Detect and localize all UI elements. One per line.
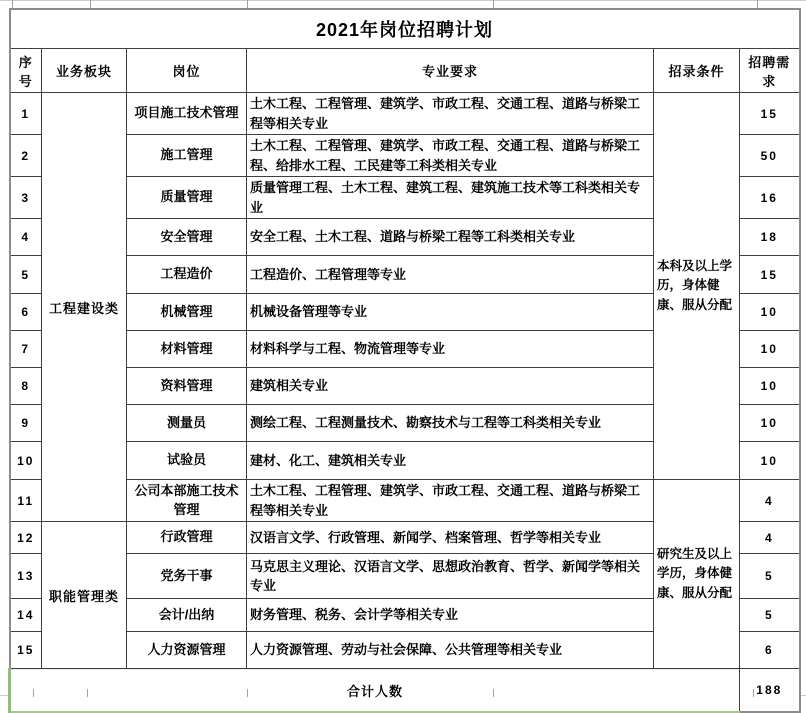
table-edge-stub xyxy=(12,0,13,8)
majors-cell[interactable]: 建材、化工、建筑相关专业 xyxy=(247,442,654,480)
header-row xyxy=(10,49,800,93)
post-cell[interactable]: 项目施工技术管理 xyxy=(127,93,247,135)
table-row xyxy=(10,480,800,522)
demand-cell[interactable]: 10 xyxy=(740,405,800,442)
demand-cell[interactable]: 5 xyxy=(740,599,800,632)
majors-cell[interactable]: 财务管理、税务、会计学等相关专业 xyxy=(247,599,654,632)
row-number-cell[interactable]: 8 xyxy=(10,368,42,405)
column-header-post[interactable]: 岗位 xyxy=(127,49,247,93)
majors-cell[interactable]: 安全工程、土木工程、道路与桥梁工程等工科类相关专业 xyxy=(247,219,654,256)
majors-cell[interactable]: 土木工程、工程管理、建筑学、市政工程、交通工程、道路与桥梁工程等相关专业 xyxy=(247,480,654,522)
total-row xyxy=(10,669,800,713)
post-cell[interactable]: 公司本部施工技术管理 xyxy=(127,480,247,522)
row-number-cell[interactable]: 10 xyxy=(10,442,42,480)
row-number-cell[interactable]: 1 xyxy=(10,93,42,135)
cropped-row-divider-top xyxy=(0,0,806,1)
post-cell[interactable]: 试验员 xyxy=(127,442,247,480)
sector-group-cell[interactable]: 职能管理类 xyxy=(42,522,127,669)
row-number-cell[interactable]: 6 xyxy=(10,294,42,331)
column-header-condition[interactable]: 招录条件 xyxy=(654,49,740,93)
majors-cell[interactable]: 马克思主义理论、汉语言文学、思想政治教育、哲学、新闻学等相关专业 xyxy=(247,554,654,599)
title-row xyxy=(10,9,800,49)
post-cell[interactable]: 会计/出纳 xyxy=(127,599,247,632)
row-number-cell[interactable]: 14 xyxy=(10,599,42,632)
row-number-cell[interactable]: 12 xyxy=(10,522,42,554)
row-number-cell[interactable]: 9 xyxy=(10,405,42,442)
demand-cell[interactable]: 4 xyxy=(740,480,800,522)
demand-cell[interactable]: 5 xyxy=(740,554,800,599)
row-number-cell[interactable]: 4 xyxy=(10,219,42,256)
majors-cell[interactable]: 汉语言文学、行政管理、新闻学、档案管理、哲学等相关专业 xyxy=(247,522,654,554)
post-cell[interactable]: 机械管理 xyxy=(127,294,247,331)
row-number-cell[interactable]: 15 xyxy=(10,632,42,669)
row-number-cell[interactable]: 5 xyxy=(10,256,42,294)
demand-cell[interactable]: 15 xyxy=(740,256,800,294)
post-cell[interactable]: 安全管理 xyxy=(127,219,247,256)
demand-cell[interactable]: 10 xyxy=(740,368,800,405)
majors-cell[interactable]: 工程造价、工程管理等专业 xyxy=(247,256,654,294)
post-cell[interactable]: 行政管理 xyxy=(127,522,247,554)
table-body xyxy=(10,93,800,669)
table-edge-stub xyxy=(247,0,248,8)
post-cell[interactable]: 材料管理 xyxy=(127,331,247,368)
table-edge-stub xyxy=(757,0,758,8)
majors-cell[interactable]: 人力资源管理、劳动与社会保障、公共管理等相关专业 xyxy=(247,632,654,669)
majors-cell[interactable]: 土木工程、工程管理、建筑学、市政工程、交通工程、道路与桥梁工程、给排水工程、工民建等工科类相关专业 xyxy=(247,135,654,177)
recruitment-plan-table xyxy=(8,8,801,713)
table-edge-stub xyxy=(87,689,88,697)
row-number-cell[interactable]: 3 xyxy=(10,177,42,219)
demand-cell[interactable]: 10 xyxy=(740,442,800,480)
total-label-cell[interactable]: 合计人数 xyxy=(10,669,740,713)
post-cell[interactable]: 人力资源管理 xyxy=(127,632,247,669)
row-number-cell[interactable]: 11 xyxy=(10,480,42,522)
column-header-demand[interactable]: 招聘需求 xyxy=(740,49,800,93)
condition-group-cell[interactable]: 研究生及以上学历，身体健康、服从分配 xyxy=(654,480,740,669)
row-number-cell[interactable]: 13 xyxy=(10,554,42,599)
demand-cell[interactable]: 4 xyxy=(740,522,800,554)
demand-cell[interactable]: 10 xyxy=(740,294,800,331)
post-cell[interactable]: 党务干事 xyxy=(127,554,247,599)
table-title[interactable]: 2021年岗位招聘计划 xyxy=(10,9,800,49)
condition-group-cell[interactable]: 本科及以上学历，身体健康、服从分配 xyxy=(654,93,740,480)
demand-cell[interactable]: 6 xyxy=(740,632,800,669)
table-edge-stub xyxy=(493,0,494,8)
demand-cell[interactable]: 18 xyxy=(740,219,800,256)
table-edge-stub xyxy=(493,689,494,697)
demand-cell[interactable]: 50 xyxy=(740,135,800,177)
post-cell[interactable]: 质量管理 xyxy=(127,177,247,219)
row-number-cell[interactable]: 2 xyxy=(10,135,42,177)
table-edge-stub xyxy=(90,0,91,8)
column-header-no[interactable]: 序号 xyxy=(10,49,42,93)
post-cell[interactable]: 施工管理 xyxy=(127,135,247,177)
majors-cell[interactable]: 测绘工程、工程测量技术、勘察技术与工程等工科类相关专业 xyxy=(247,405,654,442)
table-edge-stub xyxy=(33,689,34,697)
sector-group-cell[interactable]: 工程建设类 xyxy=(42,93,127,522)
table-edge-stub xyxy=(753,689,754,697)
majors-cell[interactable]: 质量管理工程、土木工程、建筑工程、建筑施工技术等工科类相关专业 xyxy=(247,177,654,219)
column-header-sector[interactable]: 业务板块 xyxy=(42,49,127,93)
post-cell[interactable]: 测量员 xyxy=(127,405,247,442)
post-cell[interactable]: 工程造价 xyxy=(127,256,247,294)
table-row xyxy=(10,93,800,135)
recruitment-table-sheet xyxy=(8,8,801,713)
total-value-cell[interactable]: 188 xyxy=(740,669,800,713)
table-edge-stub xyxy=(247,689,248,697)
column-header-majors[interactable]: 专业要求 xyxy=(247,49,654,93)
majors-cell[interactable]: 土木工程、工程管理、建筑学、市政工程、交通工程、道路与桥梁工程等相关专业 xyxy=(247,93,654,135)
row-number-cell[interactable]: 7 xyxy=(10,331,42,368)
majors-cell[interactable]: 材料科学与工程、物流管理等专业 xyxy=(247,331,654,368)
demand-cell[interactable]: 16 xyxy=(740,177,800,219)
demand-cell[interactable]: 15 xyxy=(740,93,800,135)
majors-cell[interactable]: 建筑相关专业 xyxy=(247,368,654,405)
majors-cell[interactable]: 机械设备管理等专业 xyxy=(247,294,654,331)
demand-cell[interactable]: 10 xyxy=(740,331,800,368)
post-cell[interactable]: 资料管理 xyxy=(127,368,247,405)
